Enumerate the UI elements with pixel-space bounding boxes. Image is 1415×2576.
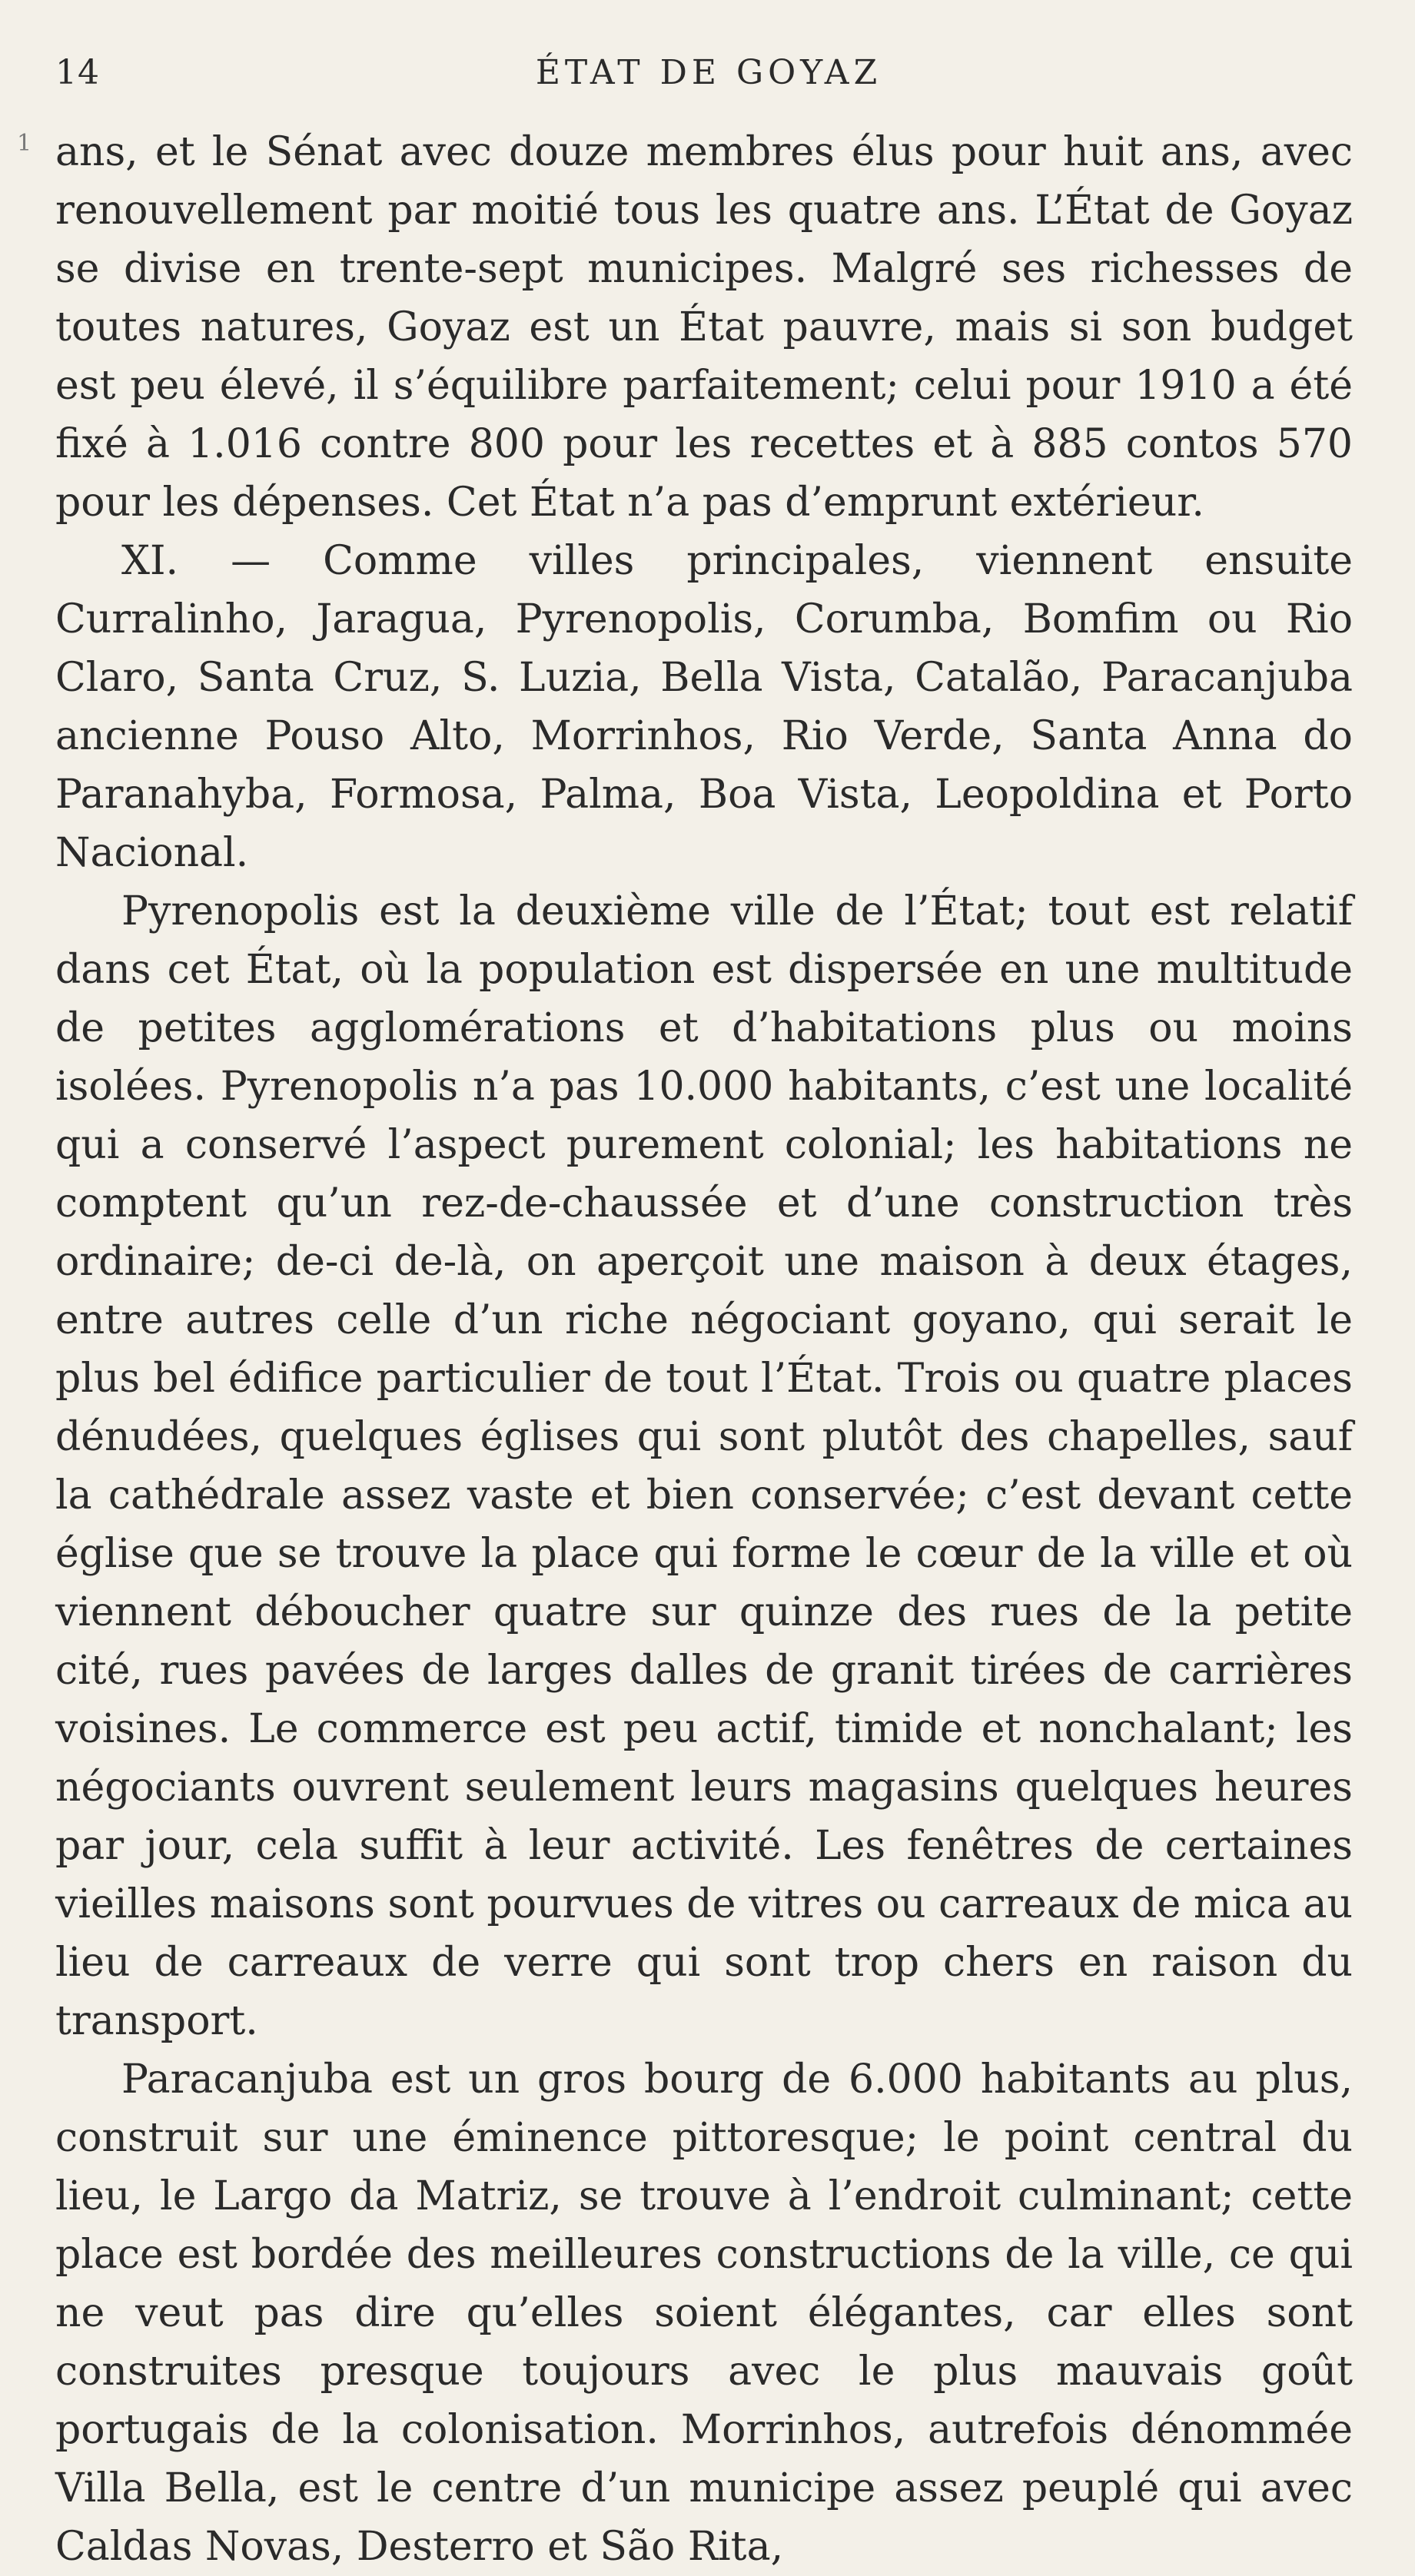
- paragraph-paracanjuba: Paracanjuba est un gros bourg de 6.000 habitants au plus, construit sur une éminence pittoresque; le point central du lieu, le Largo da Matriz, se trouve à l’endroit culminant; cette place est bordée des meilleures constructions de la ville, ce qui ne veut pas dire qu’elles soient élégantes, car elles sont construites presque toujours avec le plus mauvais goût portugais de la colonisation. Morrinhos, autrefois dénommée Villa Bella, est le centre d’un municipe assez peuplé qui avec Caldas Novas, Desterro et São Rita,: [55, 2056, 1353, 2570]
- paragraph-pyrenopolis: Pyrenopolis est la deuxième ville de l’État; tout est relatif dans cet État, où la population est dispersée en une multitude de petites agglomérations et d’habitations plus ou moins isolées. Pyrenopolis n’a pas 10.000 habitants, c’est une localité qui a conservé l’aspect purement colonial; les habitations ne comptent qu’un rez-de-chaussée et d’une construction très ordinaire; de-ci de-là, on aperçoit une maison à deux étages, entre autres celle d’un riche négociant goyano, qui serait le plus bel édifice particulier de tout l’État. Trois ou quatre places dénudées, quelques églises qui sont plutôt des chapelles, sauf la cathédrale assez vaste et bien conservée; c’est devant cette église que se trouve la place qui forme le cœur de la ville et où viennent déboucher quatre sur quinze des rues de la petite cité, rues pavées de larges dalles de granit tirées de carrières voisines. Le commerce est peu actif, timide et nonchalant; les négociants ouvrent seulement leurs magasins quelques heures par jour, cela suffit à leur activité. Les fenêtres de certaines vieilles maisons sont pourvues de vitres ou carreaux de mica au lieu de carreaux de verre qui sont trop chers en raison du transport.: [55, 888, 1353, 2044]
- running-head: [55, 46, 1362, 100]
- margin-mark: 1: [17, 130, 32, 157]
- page-number: 14: [55, 53, 100, 92]
- paragraph-section-xi: XI. — Comme villes principales, viennent ensuite Curralinho, Jaragua, Pyrenopolis, Corumba, Bomfim ou Rio Claro, Santa Cruz, S. Luzia, Bella Vista, Catalão, Paracanjuba ancienne Pouso Alto, Morrinhos, Rio Verde, Santa Anna do Paranahyba, Formosa, Palma, Boa Vista, Leopoldina et Porto Nacional.: [55, 538, 1353, 876]
- body-text: [55, 123, 1353, 2576]
- paragraph-continuation: ans, et le Sénat avec douze membres élus pour huit ans, avec renouvellement par moitié tous les quatre ans. L’État de Goyaz se divise en trente-sept municipes. Malgré ses richesses de toutes natures, Goyaz est un État pauvre, mais si son budget est peu élevé, il s’équilibre parfaitement; celui pour 1910 a été fixé à 1.016 contre 800 pour les recettes et à 885 contos 570 pour les dépenses. Cet État n’a pas d’emprunt extérieur.: [55, 129, 1353, 526]
- running-title: ÉTAT DE GOYAZ: [535, 53, 882, 92]
